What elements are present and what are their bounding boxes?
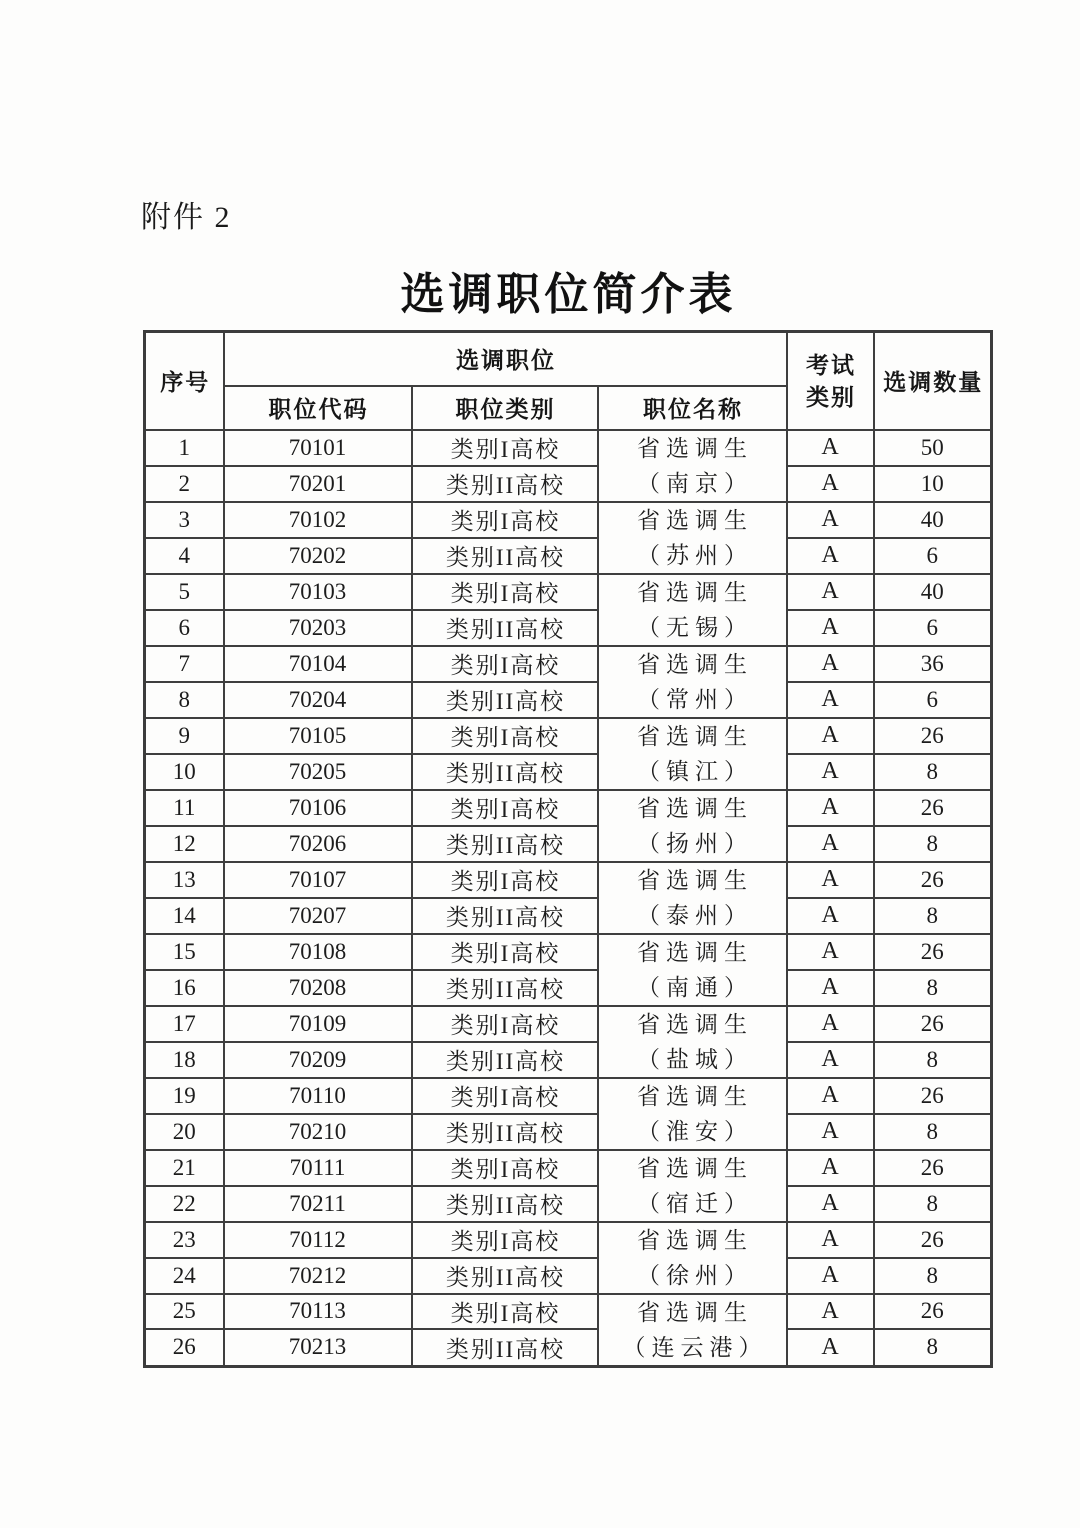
- cell-serial: 8: [145, 682, 224, 718]
- cell-code: 70111: [224, 1150, 412, 1186]
- attachment-label: 附件 2: [141, 201, 232, 234]
- cell-serial: 11: [145, 790, 224, 826]
- table-row: [145, 502, 992, 538]
- position-name-line1: 省选调生: [637, 867, 754, 893]
- cell-position-name: [598, 1006, 787, 1078]
- cell-position-name: [598, 862, 787, 934]
- cell-quantity: 8: [874, 1042, 992, 1078]
- cell-category: 类别II高校: [412, 1329, 598, 1366]
- cell-serial: 12: [145, 826, 224, 862]
- table-row: [145, 646, 992, 682]
- cell-exam-category: A: [787, 610, 874, 646]
- cell-category: 类别I高校: [412, 430, 598, 466]
- position-name-line1: 省选调生: [637, 507, 754, 533]
- cell-code: 70212: [224, 1258, 412, 1294]
- cell-category: 类别I高校: [412, 1294, 598, 1330]
- cell-category: 类别II高校: [412, 538, 598, 574]
- table-row: [145, 538, 992, 574]
- cell-quantity: 8: [874, 898, 992, 934]
- cell-exam-category: A: [787, 826, 874, 862]
- position-name-line1: 省选调生: [637, 1011, 754, 1037]
- cell-exam-category: A: [787, 790, 874, 826]
- cell-code: 70112: [224, 1222, 412, 1258]
- cell-category: 类别I高校: [412, 790, 598, 826]
- cell-quantity: 50: [874, 430, 992, 466]
- position-name-line1: 省选调生: [637, 1227, 754, 1253]
- position-name-line2: （连云港）: [622, 1334, 768, 1360]
- cell-code: 70211: [224, 1186, 412, 1222]
- table-row: [145, 1042, 992, 1078]
- table-row: [145, 1294, 992, 1330]
- header-exam-line2: 类别: [806, 383, 857, 410]
- header-code: 职位代码: [224, 386, 412, 430]
- cell-code: 70208: [224, 970, 412, 1006]
- position-name-line1: 省选调生: [637, 435, 754, 461]
- table-row: [145, 1006, 992, 1042]
- cell-quantity: 40: [874, 502, 992, 538]
- cell-code: 70110: [224, 1078, 412, 1114]
- position-name-line2: （泰州）: [637, 902, 754, 928]
- cell-category: 类别II高校: [412, 1258, 598, 1294]
- header-exam-category: [787, 332, 874, 430]
- cell-position-name: [598, 934, 787, 1006]
- cell-serial: 25: [145, 1294, 224, 1330]
- cell-quantity: 26: [874, 1150, 992, 1186]
- cell-serial: 5: [145, 574, 224, 610]
- table-row: [145, 862, 992, 898]
- cell-exam-category: A: [787, 1078, 874, 1114]
- cell-quantity: 26: [874, 862, 992, 898]
- position-name-line2: （扬州）: [637, 830, 754, 856]
- cell-serial: 18: [145, 1042, 224, 1078]
- cell-quantity: 8: [874, 1186, 992, 1222]
- cell-exam-category: A: [787, 502, 874, 538]
- cell-quantity: 8: [874, 1258, 992, 1294]
- position-name-line2: （南通）: [637, 974, 754, 1000]
- table-row: [145, 826, 992, 862]
- cell-position-name: [598, 502, 787, 574]
- position-name-line1: 省选调生: [637, 651, 754, 677]
- cell-serial: 4: [145, 538, 224, 574]
- cell-quantity: 8: [874, 1114, 992, 1150]
- cell-serial: 16: [145, 970, 224, 1006]
- cell-category: 类别I高校: [412, 1078, 598, 1114]
- position-name-line1: 省选调生: [637, 939, 754, 965]
- cell-code: 70106: [224, 790, 412, 826]
- table-row: [145, 1222, 992, 1258]
- cell-position-name: [598, 1078, 787, 1150]
- cell-quantity: 40: [874, 574, 992, 610]
- table-header: [145, 332, 992, 430]
- cell-category: 类别II高校: [412, 970, 598, 1006]
- position-name-line2: （徐州）: [637, 1262, 754, 1288]
- cell-category: 类别I高校: [412, 1006, 598, 1042]
- table-row: [145, 790, 992, 826]
- position-name-line1: 省选调生: [637, 579, 754, 605]
- cell-category: 类别I高校: [412, 646, 598, 682]
- cell-code: 70201: [224, 466, 412, 502]
- cell-code: 70203: [224, 610, 412, 646]
- cell-quantity: 10: [874, 466, 992, 502]
- cell-exam-category: A: [787, 754, 874, 790]
- cell-code: 70102: [224, 502, 412, 538]
- cell-category: 类别I高校: [412, 934, 598, 970]
- cell-position-name: [598, 1294, 787, 1367]
- cell-exam-category: A: [787, 574, 874, 610]
- position-name-line2: （常州）: [637, 686, 754, 712]
- cell-category: 类别I高校: [412, 1222, 598, 1258]
- table-row: [145, 970, 992, 1006]
- cell-quantity: 6: [874, 610, 992, 646]
- cell-code: 70101: [224, 430, 412, 466]
- cell-category: 类别II高校: [412, 466, 598, 502]
- cell-quantity: 26: [874, 934, 992, 970]
- position-name-line2: （无锡）: [637, 614, 754, 640]
- cell-quantity: 26: [874, 790, 992, 826]
- position-name-line2: （南京）: [637, 470, 754, 496]
- cell-quantity: 36: [874, 646, 992, 682]
- cell-exam-category: A: [787, 682, 874, 718]
- cell-serial: 21: [145, 1150, 224, 1186]
- cell-quantity: 26: [874, 1078, 992, 1114]
- cell-code: 70104: [224, 646, 412, 682]
- cell-code: 70109: [224, 1006, 412, 1042]
- position-name-line1: 省选调生: [637, 1083, 754, 1109]
- cell-serial: 10: [145, 754, 224, 790]
- cell-serial: 6: [145, 610, 224, 646]
- cell-position-name: [598, 1150, 787, 1222]
- cell-code: 70205: [224, 754, 412, 790]
- header-quantity: 选调数量: [874, 332, 992, 430]
- cell-serial: 15: [145, 934, 224, 970]
- table-body: [145, 430, 992, 1367]
- cell-position-name: [598, 1222, 787, 1294]
- cell-exam-category: A: [787, 970, 874, 1006]
- table-row: [145, 1186, 992, 1222]
- cell-code: 70108: [224, 934, 412, 970]
- cell-category: 类别II高校: [412, 610, 598, 646]
- cell-code: 70206: [224, 826, 412, 862]
- cell-quantity: 26: [874, 1294, 992, 1330]
- position-name-line2: （淮安）: [637, 1118, 754, 1144]
- table-row: [145, 574, 992, 610]
- cell-quantity: 26: [874, 1222, 992, 1258]
- cell-serial: 23: [145, 1222, 224, 1258]
- cell-quantity: 8: [874, 1329, 992, 1366]
- cell-code: 70209: [224, 1042, 412, 1078]
- position-name-line1: 省选调生: [637, 1299, 754, 1325]
- cell-quantity: 8: [874, 826, 992, 862]
- cell-exam-category: A: [787, 718, 874, 754]
- cell-serial: 22: [145, 1186, 224, 1222]
- cell-quantity: 26: [874, 718, 992, 754]
- table-row: [145, 1114, 992, 1150]
- header-category: 职位类别: [412, 386, 598, 430]
- cell-category: 类别I高校: [412, 718, 598, 754]
- table-row: [145, 1150, 992, 1186]
- table-row: [145, 430, 992, 466]
- table-row: [145, 466, 992, 502]
- page-title: 选调职位简介表: [400, 270, 737, 319]
- cell-quantity: 8: [874, 970, 992, 1006]
- cell-serial: 1: [145, 430, 224, 466]
- cell-serial: 19: [145, 1078, 224, 1114]
- cell-serial: 26: [145, 1329, 224, 1366]
- cell-position-name: [598, 646, 787, 718]
- cell-exam-category: A: [787, 1186, 874, 1222]
- cell-serial: 3: [145, 502, 224, 538]
- cell-quantity: 6: [874, 682, 992, 718]
- cell-category: 类别II高校: [412, 826, 598, 862]
- cell-exam-category: A: [787, 1114, 874, 1150]
- position-name-line2: （镇江）: [637, 758, 754, 784]
- cell-exam-category: A: [787, 1150, 874, 1186]
- position-name-line1: 省选调生: [637, 723, 754, 749]
- table-row: [145, 898, 992, 934]
- cell-quantity: 8: [874, 754, 992, 790]
- header-position-group: 选调职位: [224, 332, 787, 386]
- cell-position-name: [598, 574, 787, 646]
- cell-category: 类别II高校: [412, 754, 598, 790]
- cell-code: 70103: [224, 574, 412, 610]
- table-row: [145, 934, 992, 970]
- cell-category: 类别II高校: [412, 1042, 598, 1078]
- cell-serial: 20: [145, 1114, 224, 1150]
- cell-serial: 7: [145, 646, 224, 682]
- cell-category: 类别II高校: [412, 682, 598, 718]
- cell-code: 70113: [224, 1294, 412, 1330]
- cell-position-name: [598, 430, 787, 502]
- cell-exam-category: A: [787, 934, 874, 970]
- cell-exam-category: A: [787, 646, 874, 682]
- table-row: [145, 1329, 992, 1366]
- positions-table: [143, 330, 993, 1368]
- cell-exam-category: A: [787, 898, 874, 934]
- cell-exam-category: A: [787, 1294, 874, 1330]
- header-serial: 序号: [145, 332, 224, 430]
- cell-serial: 24: [145, 1258, 224, 1294]
- table-row: [145, 682, 992, 718]
- cell-serial: 9: [145, 718, 224, 754]
- cell-exam-category: A: [787, 538, 874, 574]
- cell-code: 70105: [224, 718, 412, 754]
- table-row: [145, 610, 992, 646]
- cell-category: 类别I高校: [412, 862, 598, 898]
- cell-exam-category: A: [787, 1329, 874, 1366]
- cell-serial: 17: [145, 1006, 224, 1042]
- cell-quantity: 26: [874, 1006, 992, 1042]
- cell-serial: 13: [145, 862, 224, 898]
- cell-code: 70207: [224, 898, 412, 934]
- cell-code: 70204: [224, 682, 412, 718]
- cell-code: 70202: [224, 538, 412, 574]
- header-row-1: [145, 332, 992, 386]
- cell-code: 70213: [224, 1329, 412, 1366]
- header-name: 职位名称: [598, 386, 787, 430]
- table-row: [145, 754, 992, 790]
- cell-exam-category: A: [787, 430, 874, 466]
- table-row: [145, 1078, 992, 1114]
- cell-category: 类别I高校: [412, 574, 598, 610]
- cell-exam-category: A: [787, 862, 874, 898]
- position-name-line2: （盐城）: [637, 1046, 754, 1072]
- header-exam-line1: 考试: [806, 351, 857, 378]
- cell-exam-category: A: [787, 1258, 874, 1294]
- position-name-line2: （苏州）: [637, 542, 754, 568]
- cell-category: 类别I高校: [412, 502, 598, 538]
- cell-exam-category: A: [787, 1042, 874, 1078]
- cell-position-name: [598, 718, 787, 790]
- cell-serial: 14: [145, 898, 224, 934]
- cell-category: 类别II高校: [412, 1186, 598, 1222]
- cell-category: 类别I高校: [412, 1150, 598, 1186]
- position-name-line1: 省选调生: [637, 1155, 754, 1181]
- cell-exam-category: A: [787, 1222, 874, 1258]
- cell-quantity: 6: [874, 538, 992, 574]
- cell-serial: 2: [145, 466, 224, 502]
- cell-category: 类别II高校: [412, 1114, 598, 1150]
- position-name-line2: （宿迁）: [637, 1190, 754, 1216]
- cell-exam-category: A: [787, 1006, 874, 1042]
- cell-position-name: [598, 790, 787, 862]
- cell-exam-category: A: [787, 466, 874, 502]
- cell-code: 70107: [224, 862, 412, 898]
- position-name-line1: 省选调生: [637, 795, 754, 821]
- cell-code: 70210: [224, 1114, 412, 1150]
- table-row: [145, 1258, 992, 1294]
- table-row: [145, 718, 992, 754]
- cell-category: 类别II高校: [412, 898, 598, 934]
